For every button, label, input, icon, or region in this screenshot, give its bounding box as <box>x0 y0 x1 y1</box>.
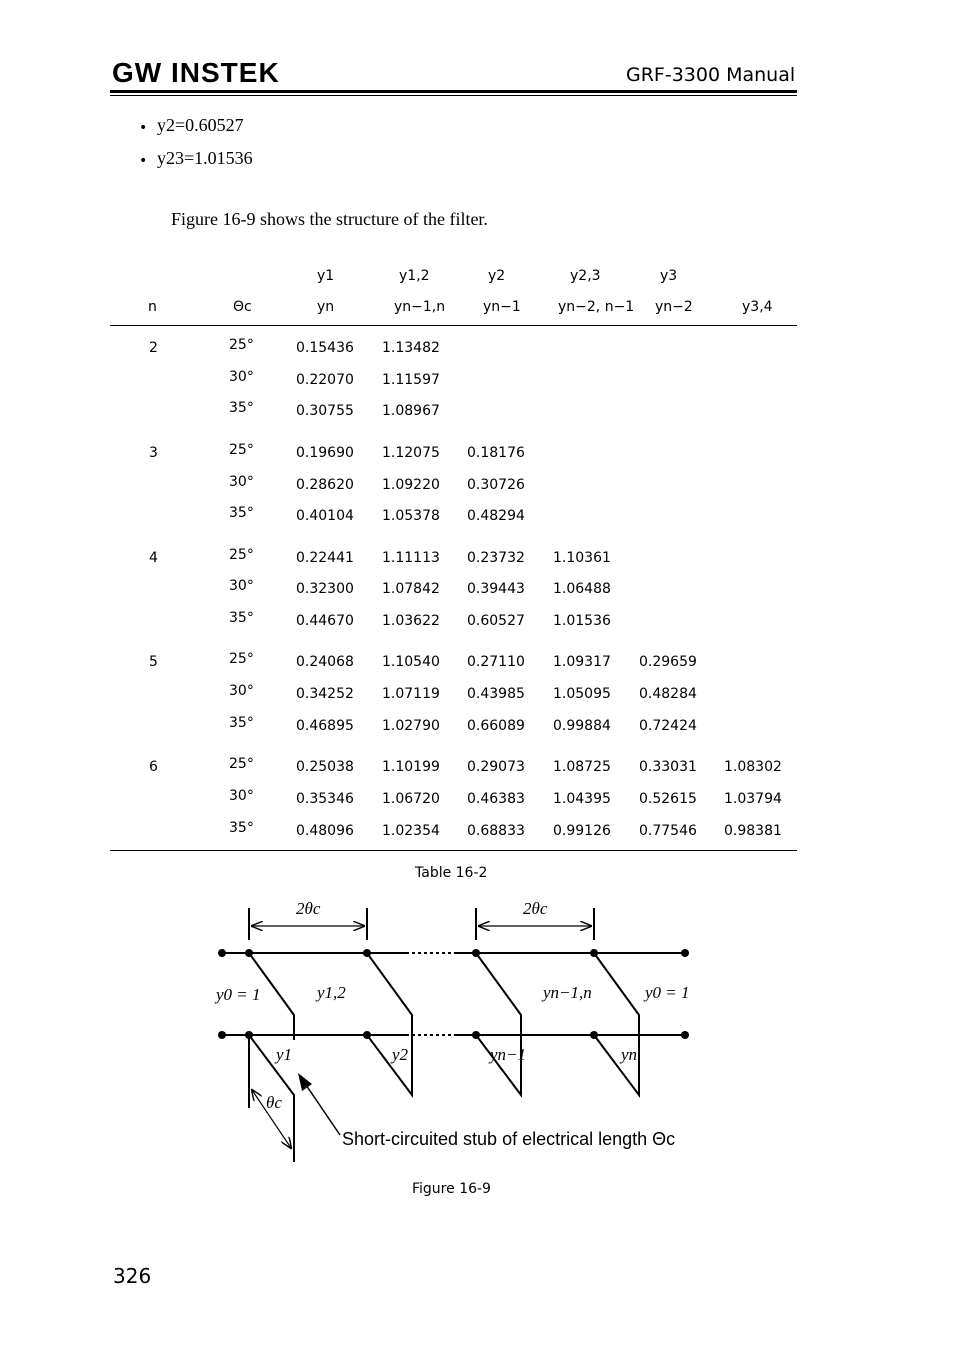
page-number: 326 <box>113 1264 152 1288</box>
table-angle-cell: 25° <box>229 441 254 458</box>
table-cell: 1.11597 <box>382 371 440 388</box>
table-cell: 1.06720 <box>382 790 440 807</box>
table-cell: 1.13482 <box>382 340 440 356</box>
bullet-item: y23=1.01536 <box>157 148 253 168</box>
label-y0-left: y0 = 1 <box>216 985 261 1004</box>
label-y1: y1 <box>276 1045 293 1064</box>
table-cell: 0.60527 <box>467 613 525 629</box>
node <box>472 1031 480 1039</box>
node <box>590 1031 598 1039</box>
table-cell: 1.05095 <box>553 686 611 703</box>
table-angle-cell: 25° <box>229 756 254 773</box>
label-yn: yn <box>621 1045 638 1064</box>
table-cell: 0.52615 <box>639 790 697 807</box>
table-cell: 0.34252 <box>296 686 354 703</box>
label-y0-right: y0 = 1 <box>645 983 690 1002</box>
stub-y2 <box>367 1035 412 1095</box>
bullet-dot: • <box>139 120 148 136</box>
table-cell: 1.09317 <box>553 654 611 671</box>
table-cell: 0.39443 <box>467 581 525 598</box>
table-cell: 0.72424 <box>639 717 697 734</box>
table-cell: 0.68833 <box>467 822 525 839</box>
table-cell: 0.19690 <box>296 444 354 461</box>
table-header-bottom: yn−2 <box>655 299 693 315</box>
table-cell: 0.24068 <box>296 654 354 671</box>
table-cell: 0.66089 <box>467 717 525 734</box>
intro-paragraph: Figure 16-9 shows the structure of the filter. <box>171 209 488 229</box>
table-header-bottom: yn−1 <box>483 299 521 315</box>
table-angle-cell: 35° <box>229 610 254 626</box>
table-cell: 0.46895 <box>296 717 354 734</box>
connector-yn1n <box>476 953 521 1040</box>
node <box>363 1031 371 1039</box>
table-cell: 1.11113 <box>382 549 440 566</box>
table-cell: 0.48096 <box>296 822 354 839</box>
table-header-bottom: yn−2, n−1 <box>558 299 635 315</box>
table-n-cell: 3 <box>149 444 158 461</box>
table-cell: 0.22070 <box>296 371 354 388</box>
table-cell: 0.48284 <box>639 686 697 703</box>
table-angle-cell: 35° <box>229 714 254 731</box>
node <box>245 949 253 957</box>
table-cell: 1.03622 <box>382 613 440 629</box>
table-header-top: y1,2 <box>399 268 430 284</box>
bullet-dot: • <box>139 153 148 169</box>
table-angle-cell: 30° <box>229 368 254 385</box>
stub-yn <box>594 1035 639 1095</box>
table-cell: 1.08967 <box>382 403 440 420</box>
pointer-arrowhead <box>298 1073 312 1091</box>
table-cell: 0.27110 <box>467 654 525 671</box>
table-header-top: y2,3 <box>570 268 601 284</box>
table-cell: 1.04395 <box>553 790 611 807</box>
table-cell: 0.44670 <box>296 613 354 629</box>
table-cell: 1.05378 <box>382 508 440 525</box>
label-y2: y2 <box>392 1045 409 1064</box>
label-2theta-left: 2θc <box>296 899 321 918</box>
table-cell: 1.08302 <box>724 759 782 776</box>
table-header-bottom: n <box>148 299 157 315</box>
table-header-bottom: yn−1,n <box>394 299 446 315</box>
table-cell: 1.08725 <box>553 759 611 776</box>
connector-2 <box>367 953 412 1040</box>
table-cell: 1.07119 <box>382 686 440 703</box>
table-cell: 0.99884 <box>553 717 611 734</box>
table-cell: 0.18176 <box>467 444 525 461</box>
table-cell: 0.35346 <box>296 790 354 807</box>
table-header-bottom: yn <box>317 299 335 315</box>
table-cell: 0.23732 <box>467 549 525 566</box>
table-cell: 0.98381 <box>724 822 782 839</box>
table-cell: 1.10361 <box>553 549 611 566</box>
table-header-top: y3 <box>660 268 678 284</box>
stub-yn-1 <box>476 1035 521 1095</box>
table-cell: 0.25038 <box>296 759 354 776</box>
node <box>472 949 480 957</box>
stub-note: Short-circuited stub of electrical length Θc <box>342 1129 676 1149</box>
table-cell: 0.32300 <box>296 581 354 598</box>
node <box>245 1031 253 1039</box>
table-angle-cell: 25° <box>229 546 254 563</box>
table-cell: 0.48294 <box>467 508 525 525</box>
bullet-item: y2=0.60527 <box>157 115 244 135</box>
table-cell: 1.10540 <box>382 654 440 671</box>
node <box>681 949 689 957</box>
table-cell: 0.77546 <box>639 822 697 839</box>
table-header-top: y2 <box>488 268 506 284</box>
manual-title: GRF-3300 Manual <box>626 64 796 86</box>
table-angle-cell: 30° <box>229 787 254 804</box>
node <box>218 949 226 957</box>
table-cell: 1.12075 <box>382 444 440 461</box>
table-header-bottom: y3,4 <box>742 299 773 315</box>
pointer-line <box>304 1082 340 1135</box>
table-caption: Table 16-2 <box>415 865 488 881</box>
label-yn-1: yn−1 <box>490 1045 527 1064</box>
table-n-cell: 6 <box>149 759 158 776</box>
table-n-cell: 4 <box>149 549 158 566</box>
connector-4 <box>594 953 639 1040</box>
table-cell: 0.43985 <box>467 686 525 703</box>
table-header-bottom: Θc <box>233 299 252 315</box>
label-y12: y1,2 <box>317 983 346 1002</box>
table-angle-cell: 35° <box>229 505 254 522</box>
node <box>681 1031 689 1039</box>
table-cell: 0.99126 <box>553 822 611 839</box>
table-cell: 0.40104 <box>296 508 354 525</box>
table-n-cell: 2 <box>149 340 158 356</box>
table-n-cell: 5 <box>149 654 158 671</box>
table-cell: 0.29659 <box>639 654 697 671</box>
node <box>590 949 598 957</box>
figure-caption: Figure 16-9 <box>412 1181 491 1197</box>
table-cell: 0.30726 <box>467 476 525 493</box>
table-cell: 1.09220 <box>382 476 440 493</box>
table-angle-cell: 30° <box>229 578 254 595</box>
label-theta: θc <box>266 1093 282 1112</box>
label-yn1n: yn−1,n <box>543 983 592 1002</box>
table-angle-cell: 35° <box>229 819 254 836</box>
node <box>363 949 371 957</box>
node <box>218 1031 226 1039</box>
table-cell: 1.07842 <box>382 581 440 598</box>
table-cell: 1.02790 <box>382 717 440 734</box>
table-angle-cell: 35° <box>229 400 254 417</box>
table-angle-cell: 30° <box>229 473 254 490</box>
table-cell: 0.28620 <box>296 476 354 493</box>
gw-instek-logo: GW INSTEK <box>112 57 280 88</box>
table-cell: 1.10199 <box>382 759 440 776</box>
label-2theta-right: 2θc <box>523 899 548 918</box>
table-header-top: y1 <box>317 268 335 284</box>
table-angle-cell: 25° <box>229 337 254 353</box>
table-cell: 0.29073 <box>467 759 525 776</box>
table-cell: 0.33031 <box>639 759 697 776</box>
table-cell: 0.15436 <box>296 340 354 356</box>
table-cell: 0.30755 <box>296 403 354 420</box>
table-angle-cell: 30° <box>229 683 254 700</box>
table-angle-cell: 25° <box>229 651 254 668</box>
table-cell: 1.06488 <box>553 581 611 598</box>
table-cell: 0.22441 <box>296 549 354 566</box>
table-cell: 1.01536 <box>553 613 611 629</box>
table-cell: 0.46383 <box>467 790 525 807</box>
table-cell: 1.03794 <box>724 790 782 807</box>
table-cell: 1.02354 <box>382 822 440 839</box>
